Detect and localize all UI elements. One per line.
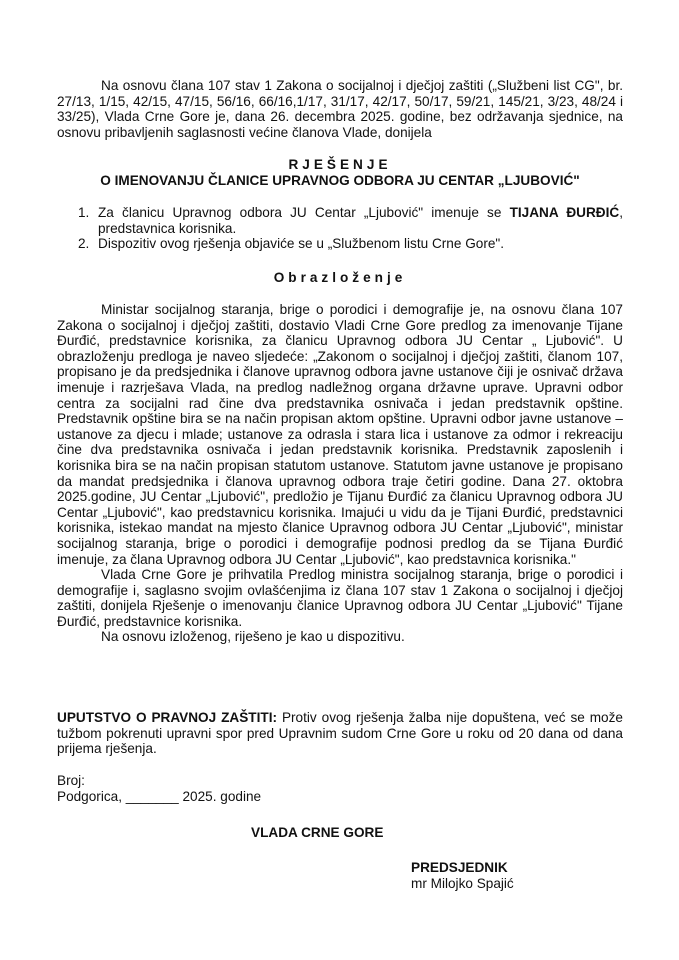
place-date: Podgorica, _______ 2025. godine [57,789,262,804]
appointee-name: TIJANA ĐURĐIĆ [509,205,620,220]
reasoning-paragraph: Vlada Crne Gore je prihvatila Predlog ministra socijalnog staranja, brige o porodici i demografije i, saglasno svojim ovlašćenjima iz člana 107 stav 1 Zakona o socijalnoj i dječjoj zaštiti, donijela Rješenje o imenovanju članice Upravnog odbora JU Centar „Ljubović" Tijane Đurđić, predstavnice korisnika. [57,567,623,629]
intro-text: Na osnovu člana 107 stav 1 Zakona o socijalnoj i dječjoj zaštiti („Službeni list CG", br. 27/13, 1/15, 42/15, 47/15, 56/16, 66/16,1/17, 31/17, 42/17, 50/17, 59/21, 145/21, 3/23, 48/24 i 33/25), Vlada Crne Gore je, dana 26. decembra 2025. godine, bez održavanja sjednice, na osnovu pribavljenih saglasnosti većine članova Vlade, donijela [57,78,623,140]
decision-title: RJEŠENJE [288,157,392,172]
legal-remedy [57,710,623,757]
reasoning-paragraph: Ministar socijalnog staranja, brige o porodici i demografije je, na osnovu člana 107 Zakona o socijalnoj i dječjoj zaštiti, dostavio Vladi Crne Gore predlog za imenovanje Tijane Đurđić, predstavnice korisnika, za članicu Upravnog odbora JU Centar „ Ljubović". U obrazloženju predloga je naveo sljedeće: „Zakonom o socijalnoj i dječjoj zaštiti, članom 107, propisano je da predsjednika i članove upravnog odbora javne ustanove čiji je osnivač država imenuje i razrješava Vlada, na predlog nadležnog organa državne uprave. Upravni odbor centra za socijalni rad čine dva predstavnika osnivača i jedan predstavnik opštine. Predstavnik opštine bira se na način propisan aktom opštine. Upravni odbor javne ustanove – ustanove za djecu i mlade; ustanove za odrasla i stara lica i ustanove za odmor i rekreaciju čine dva predstavnika osnivača i jedan predstavnik korisnika. Predstavnik zaposlenih i korisnika bira se na način propisan statutom ustanove. Statutom javne ustanove je propisano da mandat predsjednika i članova upravnog odbora traje četiri godine. Dana 27. oktobra 2025.godine, JU Centar „Ljubović", predložio je Tijanu Đurđić za članicu Upravnog odbora JU Centar „Ljubović", kao predstavnicu korisnika. Imajući u vidu da je Tijani Đurđić, predstavnici korisnika, istekao mandat na mjesto članice Upravnog odbora JU Centar „Ljubović", ministar socijalnog staranja, brige o porodici i demografije podnosi predlog da se Tijana Đurđić imenuje, za člana Upravnog odbora JU Centar „Ljubović", kao predstavnica korisnika." [57,302,623,567]
item-number: 1. [78,205,90,220]
reasoning-paragraph: Na osnovu izloženog, riješeno je kao u dispozitivu. [101,629,405,645]
government-name: VLADA CRNE GORE [251,825,384,840]
reasoning-body [57,302,623,645]
item-text-before: Za članicu Upravnog odbora JU Centar „Ljubović" imenuje se [98,205,510,220]
document-number: Broj: [57,773,85,788]
intro-paragraph [57,78,623,140]
signatory-name: mr Milojko Spajić [411,876,514,891]
item-text: Dispozitiv ovog rješenja objaviće se u „Službenom listu Crne Gore". [98,236,505,252]
legal-remedy-text: Protiv ovog rješenja žalba nije dopuštena, već se može tužbom pokrenuti upravni spor pred Upravnim sudom Crne Gore u roku od 20 dana od dana prijema rješenja. [57,710,623,757]
dispositive-item [57,236,623,252]
reasoning-title: Obrazloženje [273,270,407,285]
decision-subtitle: O IMENOVANJU ČLANICE UPRAVNOG ODBORA JU CENTAR „LJUBOVIĆ" [100,173,580,188]
item-text-after: , predstavnica korisnika. [98,205,623,236]
item-number: 2. [78,236,90,252]
dispositive-list [57,205,623,252]
signatory-title: PREDSJEDNIK [411,860,508,875]
legal-remedy-label: UPUTSTVO O PRAVNOJ ZAŠTITI: [57,710,277,725]
dispositive-item [57,205,623,236]
